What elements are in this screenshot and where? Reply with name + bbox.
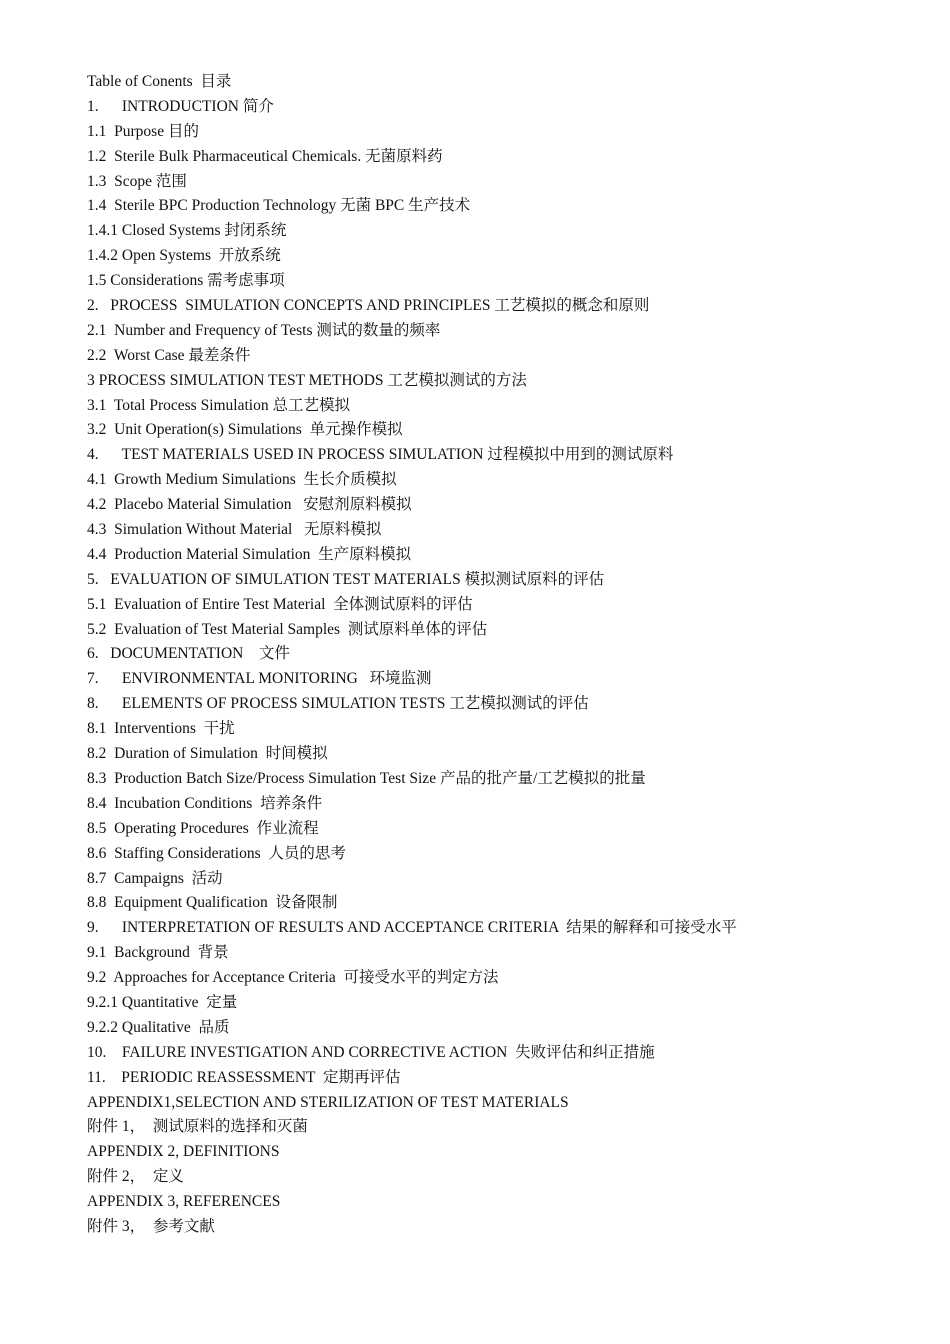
- toc-entry: 附件 3， 参考文献: [87, 1217, 215, 1235]
- toc-entry: APPENDIX1,SELECTION AND STERILIZATION OF TEST MATERIALS: [87, 1093, 569, 1111]
- toc-entry: 8.8 Equipment Qualification 设备限制: [87, 894, 338, 912]
- toc-entry: 3 PROCESS SIMULATION TEST METHODS 工艺模拟测试的方法: [87, 371, 527, 389]
- toc-entry: 8.2 Duration of Simulation 时间模拟: [87, 745, 328, 763]
- toc-entry: 附件 1， 测试原料的选择和灭菌: [87, 1118, 308, 1136]
- toc-entry: 9.2.1 Quantitative 定量: [87, 993, 238, 1011]
- toc-entry: APPENDIX 2, DEFINITIONS: [87, 1143, 280, 1161]
- toc-entry: 4.2 Placebo Material Simulation 安慰剂原料模拟: [87, 496, 412, 514]
- toc-entry: 4.4 Production Material Simulation 生产原料模拟: [87, 545, 412, 563]
- toc-entry: 5.1 Evaluation of Entire Test Material 全体测试原料的评估: [87, 595, 473, 613]
- toc-entry: 4. TEST MATERIALS USED IN PROCESS SIMULATION 过程模拟中用到的测试原料: [87, 446, 674, 464]
- toc-entry: 2.1 Number and Frequency of Tests 测试的数量的频率: [87, 321, 441, 339]
- toc-entry: 7. ENVIRONMENTAL MONITORING 环境监测: [87, 670, 432, 688]
- toc-entry: 1.4.1 Closed Systems 封闭系统: [87, 222, 287, 240]
- toc-entry: 4.1 Growth Medium Simulations 生长介质模拟: [87, 471, 397, 489]
- toc-entry: 1.3 Scope 范围: [87, 172, 187, 190]
- toc-entry: 8. ELEMENTS OF PROCESS SIMULATION TESTS 工艺模拟测试的评估: [87, 695, 589, 713]
- toc-entry: 1.1 Purpose 目的: [87, 122, 199, 140]
- toc-entry: 6. DOCUMENTATION 文件: [87, 645, 290, 663]
- toc-entry: 3.2 Unit Operation(s) Simulations 单元操作模拟: [87, 421, 403, 439]
- toc-entry: 8.4 Incubation Conditions 培养条件: [87, 794, 323, 812]
- toc-entry: 2.2 Worst Case 最差条件: [87, 346, 251, 364]
- toc-entry: 3.1 Total Process Simulation 总工艺模拟: [87, 396, 350, 414]
- toc-entry: 8.6 Staffing Considerations 人员的思考: [87, 844, 346, 862]
- toc-entry: APPENDIX 3, REFERENCES: [87, 1193, 281, 1211]
- toc-entry: 8.1 Interventions 干扰: [87, 720, 235, 738]
- toc-entry: 9.1 Background 背景: [87, 944, 229, 962]
- toc-entry: 2. PROCESS SIMULATION CONCEPTS AND PRINCIPLES 工艺模拟的概念和原则: [87, 297, 650, 315]
- toc-entry: 9.2.2 Qualitative 品质: [87, 1018, 230, 1036]
- toc-entry: 4.3 Simulation Without Material 无原料模拟: [87, 521, 382, 539]
- toc-entry: 8.5 Operating Procedures 作业流程: [87, 819, 319, 837]
- toc-entry: 1.2 Sterile Bulk Pharmaceutical Chemicals. 无菌原料药: [87, 147, 443, 165]
- toc-entry: 8.7 Campaigns 活动: [87, 869, 223, 887]
- table-of-contents: [87, 70, 927, 1240]
- toc-entry: 8.3 Production Batch Size/Process Simulation Test Size 产品的批产量/工艺模拟的批量: [87, 769, 646, 787]
- toc-entry: 10. FAILURE INVESTIGATION AND CORRECTIVE ACTION 失败评估和纠正措施: [87, 1043, 655, 1061]
- toc-heading: Table of Conents 目录: [87, 73, 232, 90]
- toc-entry: 9.2 Approaches for Acceptance Criteria 可接受水平的判定方法: [87, 969, 499, 987]
- toc-entry: 1.4 Sterile BPC Production Technology 无菌 BPC 生产技术: [87, 197, 471, 215]
- toc-entry: 1.4.2 Open Systems 开放系统: [87, 247, 281, 265]
- toc-entry: 1.5 Considerations 需考虑事项: [87, 272, 285, 290]
- toc-entry: 1. INTRODUCTION 简介: [87, 97, 274, 115]
- toc-entry: 9. INTERPRETATION OF RESULTS AND ACCEPTANCE CRITERIA 结果的解释和可接受水平: [87, 919, 737, 937]
- toc-entry: 11. PERIODIC REASSESSMENT 定期再评估: [87, 1068, 401, 1086]
- toc-entry: 附件 2， 定义: [87, 1168, 184, 1186]
- toc-entry: 5.2 Evaluation of Test Material Samples 测试原料单体的评估: [87, 620, 488, 638]
- toc-entry: 5. EVALUATION OF SIMULATION TEST MATERIALS 模拟测试原料的评估: [87, 570, 605, 588]
